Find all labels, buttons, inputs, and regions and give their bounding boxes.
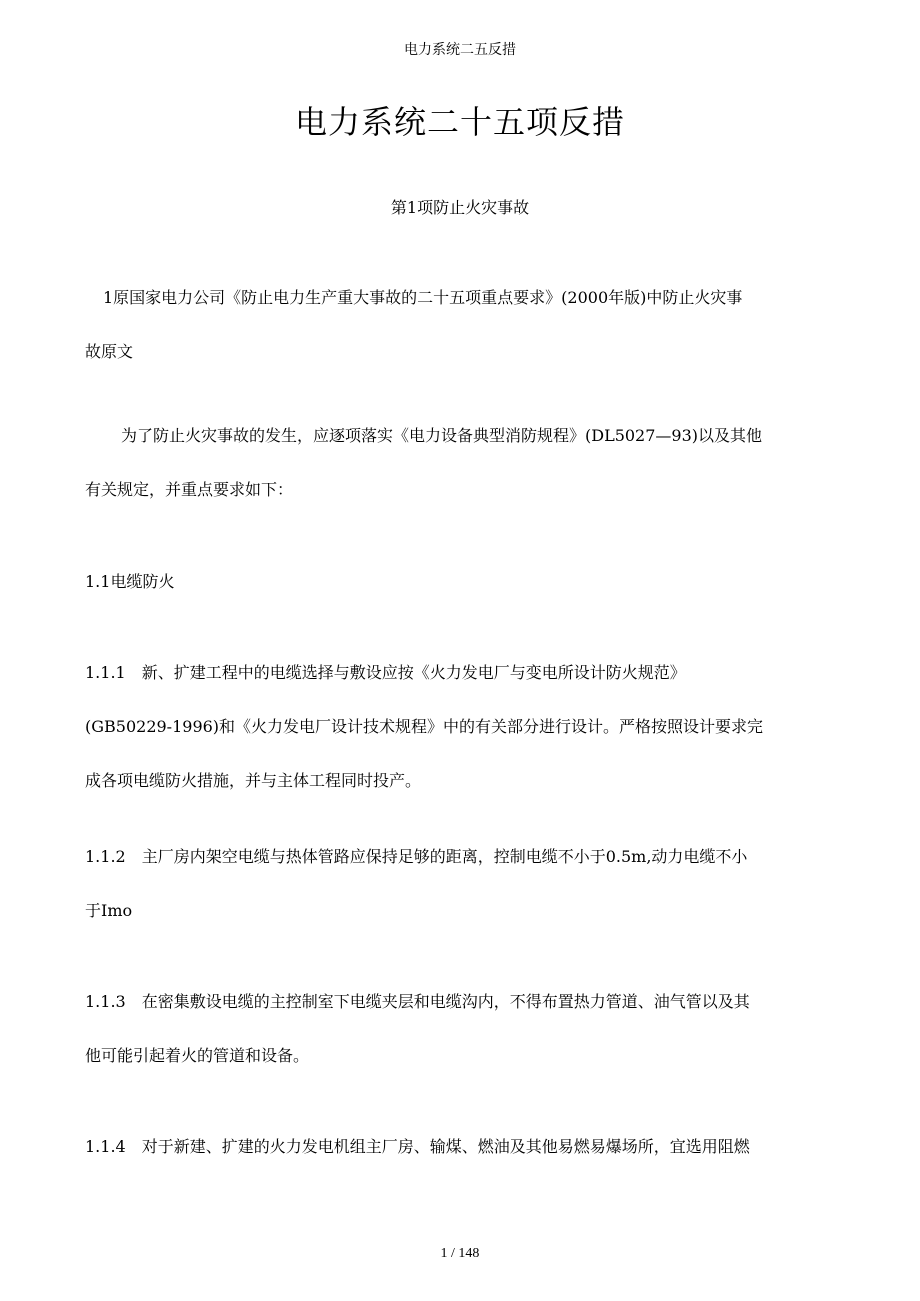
paragraph-line: 1.1.1 新、扩建工程中的电缆选择与敷设应按《火力发电厂与变电所设计防火规范》 <box>85 663 686 682</box>
paragraph-original-text <box>85 271 853 379</box>
paragraph-line: 1原国家电力公司《防止电力生产重大事故的二十五项重点要求》(2000年版)中防止火灾事 <box>103 288 743 307</box>
paragraph-line: 成各项电缆防火措施，并与主体工程同时投产。 <box>85 771 422 790</box>
clause-1-1-4 <box>85 1120 853 1174</box>
paragraph-line: 1.1.3 在密集敷设电缆的主控制室下电缆夹层和电缆沟内，不得布置热力管道、油气管以及其 <box>85 992 750 1011</box>
section-title: 第1项防止火灾事故 <box>390 198 530 217</box>
clause-1-1-1 <box>85 646 853 808</box>
paragraph-line: 故原文 <box>85 342 134 361</box>
page-number: 1 / 148 <box>440 1246 480 1261</box>
heading-cable-fire-prevention <box>85 555 853 609</box>
paragraph-line: 1.1电缆防火 <box>85 572 175 591</box>
page-title: 电力系统二十五项反措 <box>294 103 625 141</box>
clause-1-1-2 <box>85 830 853 938</box>
running-header: 电力系统二五反措 <box>404 42 516 58</box>
paragraph-line: 为了防止火灾事故的发生，应逐项落实《电力设备典型消防规程》(DL5027—93)以及其他 <box>121 426 763 445</box>
paragraph-line: 于Imo <box>85 901 133 920</box>
paragraph-line: 有关规定，并重点要求如下： <box>85 480 294 499</box>
paragraph-line: 1.1.4 对于新建、扩建的火力发电机组主厂房、输煤、燃油及其他易燃易爆场所，宜选用阻燃 <box>85 1137 750 1156</box>
paragraph-intro <box>85 409 853 517</box>
paragraph-line: 1.1.2 主厂房内架空电缆与热体管路应保持足够的距离，控制电缆不小于0.5m,动力电缆不小 <box>85 847 748 866</box>
clause-1-1-3 <box>85 975 853 1083</box>
paragraph-line: 他可能引起着火的管道和设备。 <box>85 1046 310 1065</box>
paragraph-line: (GB50229-1996)和《火力发电厂设计技术规程》中的有关部分进行设计。严格按照设计要求完 <box>85 717 764 736</box>
